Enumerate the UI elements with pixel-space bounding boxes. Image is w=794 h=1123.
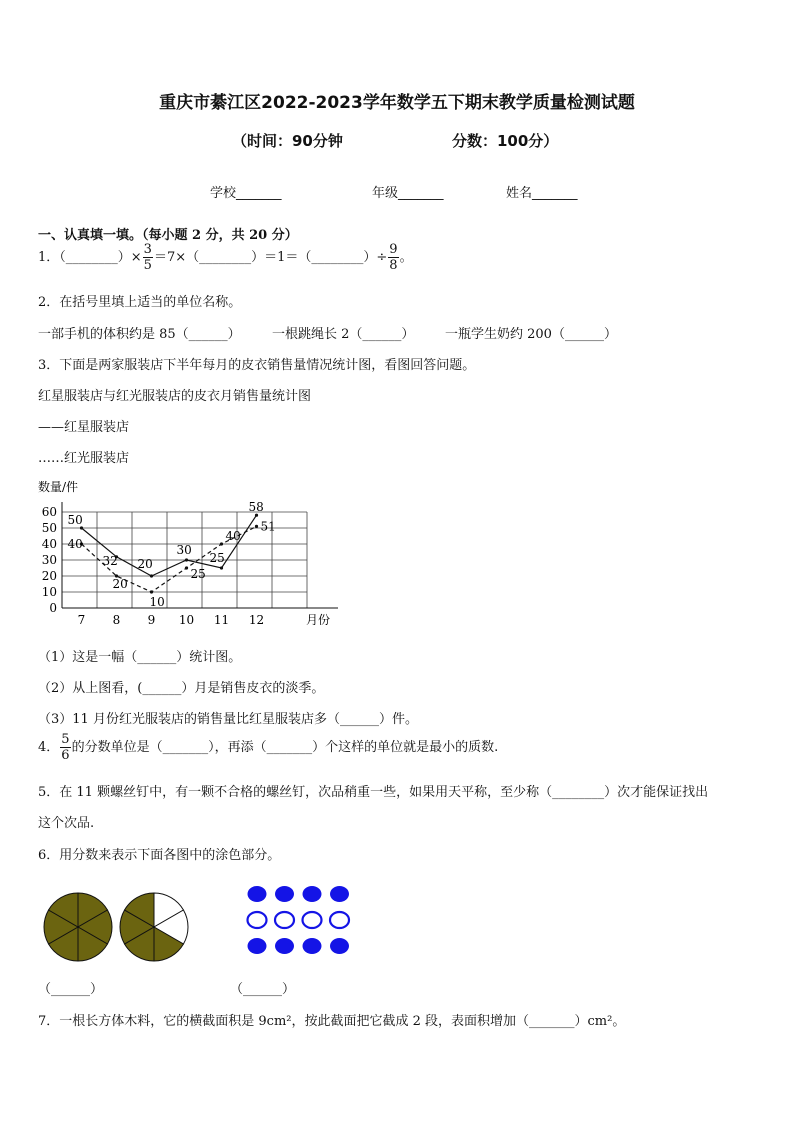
section-heading: 一、认真填一填。（每小题 2 分，共 20 分） [38,228,298,243]
y-tick-label: 20 [41,569,57,583]
question-6-stem: 6．用分数来表示下面各图中的涂色部分。 [38,848,281,863]
y-tick-label: 50 [41,521,57,535]
q1-part-a: 1．（________）× [38,250,142,265]
numerator: 3 [143,242,152,257]
data-point [150,590,153,593]
data-label: 51 [260,519,276,534]
data-label: 30 [176,543,192,557]
x-tick-label: 11 [213,613,230,627]
question-3-sub-3: （3）11 月份红光服装店的销售量比红星服装店多（______）件。 [38,712,418,727]
data-label: 20 [112,577,128,591]
fraction [60,733,70,762]
numerator: 9 [389,242,398,257]
filled-dot [303,886,322,902]
question-1 [38,243,413,272]
filled-dot [275,886,294,902]
question-2-stem: 2．在括号里填上适当的单位名称。 [38,295,242,310]
data-label: 50 [67,513,83,527]
question-2-part-2: 一根跳绳长 2（______） [272,327,415,342]
data-point [150,574,153,577]
y-tick-label: 10 [41,585,57,599]
question-3-sub-1: （1）这是一幅（______）统计图。 [38,650,242,665]
data-point [185,558,188,561]
x-tick-label: 7 [77,613,86,627]
y-tick-label: 60 [41,505,57,519]
data-point [220,542,223,545]
pie-figures [40,885,200,965]
pie-circle-full [44,893,112,961]
data-label: 32 [102,553,118,568]
data-label: 25 [209,551,225,565]
y-tick-label: 0 [49,601,57,615]
school-field: 学校_______ [210,186,282,201]
filled-dot [275,938,294,954]
exam-score: 分数：100分） [452,132,559,150]
question-3-stem: 3．下面是两家服装店下半年每月的皮衣销售量情况统计图，看图回答问题。 [38,358,476,373]
question-6-blank-1: （______） [38,982,104,997]
exam-time: （时间：90分钟 [232,132,343,150]
grade-field: 年级_______ [372,186,444,201]
filled-dot [248,886,267,902]
data-label: 10 [149,595,165,609]
question-2-part-1: 一部手机的体积约是 85（______） [38,327,241,342]
legend-hongxing: ——红星服装店 [38,420,130,435]
sales-line-chart [30,476,350,636]
data-label: 20 [137,557,153,571]
fraction [143,243,153,272]
q1-part-c: 。 [399,250,413,265]
hollow-dot [303,912,322,928]
hollow-dot [248,912,267,928]
denominator: 8 [389,258,398,273]
denominator: 5 [143,258,152,273]
data-point [255,525,258,528]
question-6-blank-2: （______） [230,982,296,997]
data-point [220,566,223,569]
name-field: 姓名_______ [506,186,578,201]
filled-dot [330,886,349,902]
y-tick-label: 40 [41,537,57,551]
y-axis-label: 数量/件 [38,480,79,494]
question-5-line-1: 5．在 11 颗螺丝钉中，有一颗不合格的螺丝钉，次品稍重一些，如果用天平称，至少称（________）次才能保证找出 [38,785,709,800]
q4-part-a: 4． [38,740,60,755]
pie-circle-partial [120,893,188,961]
data-label: 40 [67,537,83,551]
filled-dot [330,938,349,954]
x-tick-label: 9 [147,613,156,627]
q4-part-b: 的分数单位是（_______），再添（_______）个这样的单位就是最小的质数. [71,740,499,755]
question-2-part-3: 一瓶学生奶约 200（______） [445,327,617,342]
q1-part-b: ＝7×（________）＝1＝（________）÷ [153,250,388,265]
question-4 [38,733,498,762]
data-label: 25 [190,567,206,581]
x-axis-label: 月份 [306,613,331,627]
question-5-line-2: 这个次品. [38,816,95,831]
x-tick-label: 10 [178,613,195,627]
filled-dot [303,938,322,954]
data-point [185,566,188,569]
data-label: 58 [248,500,264,515]
page-title: 重庆市綦江区2022-2023学年数学五下期末教学质量检测试题 [159,93,635,113]
fraction [388,243,398,272]
denominator: 6 [61,748,70,763]
numerator: 5 [61,732,70,747]
hollow-dot [275,912,294,928]
x-tick-label: 12 [248,613,265,627]
dot-grid [244,884,356,956]
chart-title: 红星服装店与红光服装店的皮衣月销售量统计图 [38,389,312,404]
y-tick-label: 30 [41,553,57,567]
question-3-sub-2: （2）从上图看，(______）月是销售皮衣的淡季。 [38,681,325,696]
x-tick-label: 8 [112,613,121,627]
hollow-dot [330,912,349,928]
data-label: 40 [225,529,241,543]
filled-dot [248,938,267,954]
question-7: 7．一根长方体木料，它的横截面积是 9cm²，按此截面把它截成 2 段，表面积增加（_______）cm²。 [38,1014,626,1029]
legend-hongguang: ……红光服装店 [38,451,130,466]
